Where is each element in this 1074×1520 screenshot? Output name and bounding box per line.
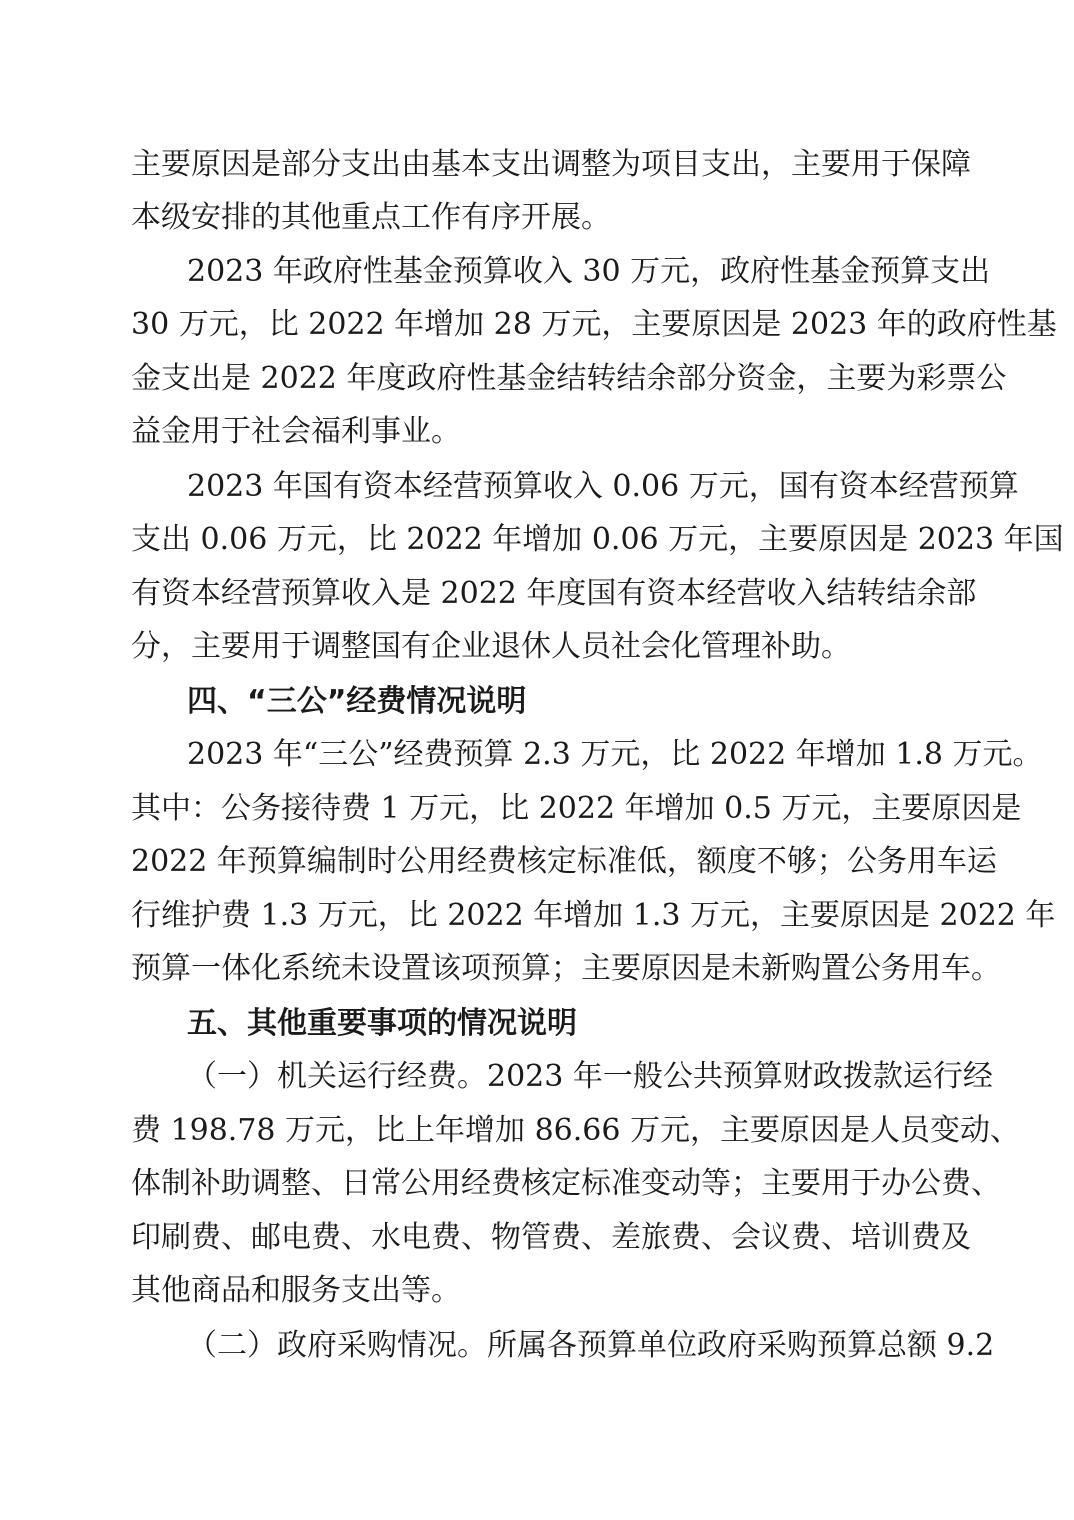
paragraph-line: （二）政府采购情况。所属各预算单位政府采购预算总额 9.2 [187,1328,995,1363]
paragraph-line: 益金用于社会福利事业。 [131,414,461,449]
section-heading: 五、其他重要事项的情况说明 [187,1006,577,1041]
paragraph-line: 支出 0.06 万元，比 2022 年增加 0.06 万元，主要原因是 2023 年国 [131,522,1064,557]
paragraph-line: 主要原因是部分支出由基本支出调整为项目支出，主要用于保障 [131,147,971,182]
paragraph-line: 费 198.78 万元，比上年增加 86.66 万元，主要原因是人员变动、 [131,1113,1020,1148]
paragraph-line: 分，主要用于调整国有企业退休人员社会化管理补助。 [131,629,851,664]
paragraph-line: 行维护费 1.3 万元，比 2022 年增加 1.3 万元，主要原因是 2022 年 [131,898,1056,933]
paragraph-line: 其他商品和服务支出等。 [131,1273,461,1308]
paragraph-line: 2023 年政府性基金预算收入 30 万元，政府性基金预算支出 [187,254,991,289]
paragraph-line: 有资本经营预算收入是 2022 年度国有资本经营收入结转结余部 [131,576,977,611]
paragraph-line: （一）机关运行经费。2023 年一般公共预算财政拨款运行经 [187,1059,993,1094]
paragraph-line: 印刷费、邮电费、水电费、物管费、差旅费、会议费、培训费及 [131,1220,971,1255]
section-heading: 四、“三公”经费情况说明 [187,684,527,719]
paragraph-line: 2023 年“三公”经费预算 2.3 万元，比 2022 年增加 1.8 万元。 [187,737,1043,772]
paragraph-line: 2022 年预算编制时公用经费核定标准低，额度不够；公务用车运 [131,844,997,879]
paragraph-line: 预算一体化系统未设置该项预算；主要原因是未新购置公务用车。 [131,951,1001,986]
paragraph-line: 金支出是 2022 年度政府性基金结转结余部分资金，主要为彩票公 [131,361,1007,396]
paragraph-line: 本级安排的其他重点工作有序开展。 [131,200,611,235]
paragraph-line: 体制补助调整、日常公用经费核定标准变动等；主要用于办公费、 [131,1166,1001,1201]
paragraph-line: 30 万元，比 2022 年增加 28 万元，主要原因是 2023 年的政府性基 [131,307,1057,342]
paragraph-line: 2023 年国有资本经营预算收入 0.06 万元，国有资本经营预算 [187,469,1019,504]
paragraph-line: 其中：公务接待费 1 万元，比 2022 年增加 0.5 万元，主要原因是 [131,791,1022,826]
